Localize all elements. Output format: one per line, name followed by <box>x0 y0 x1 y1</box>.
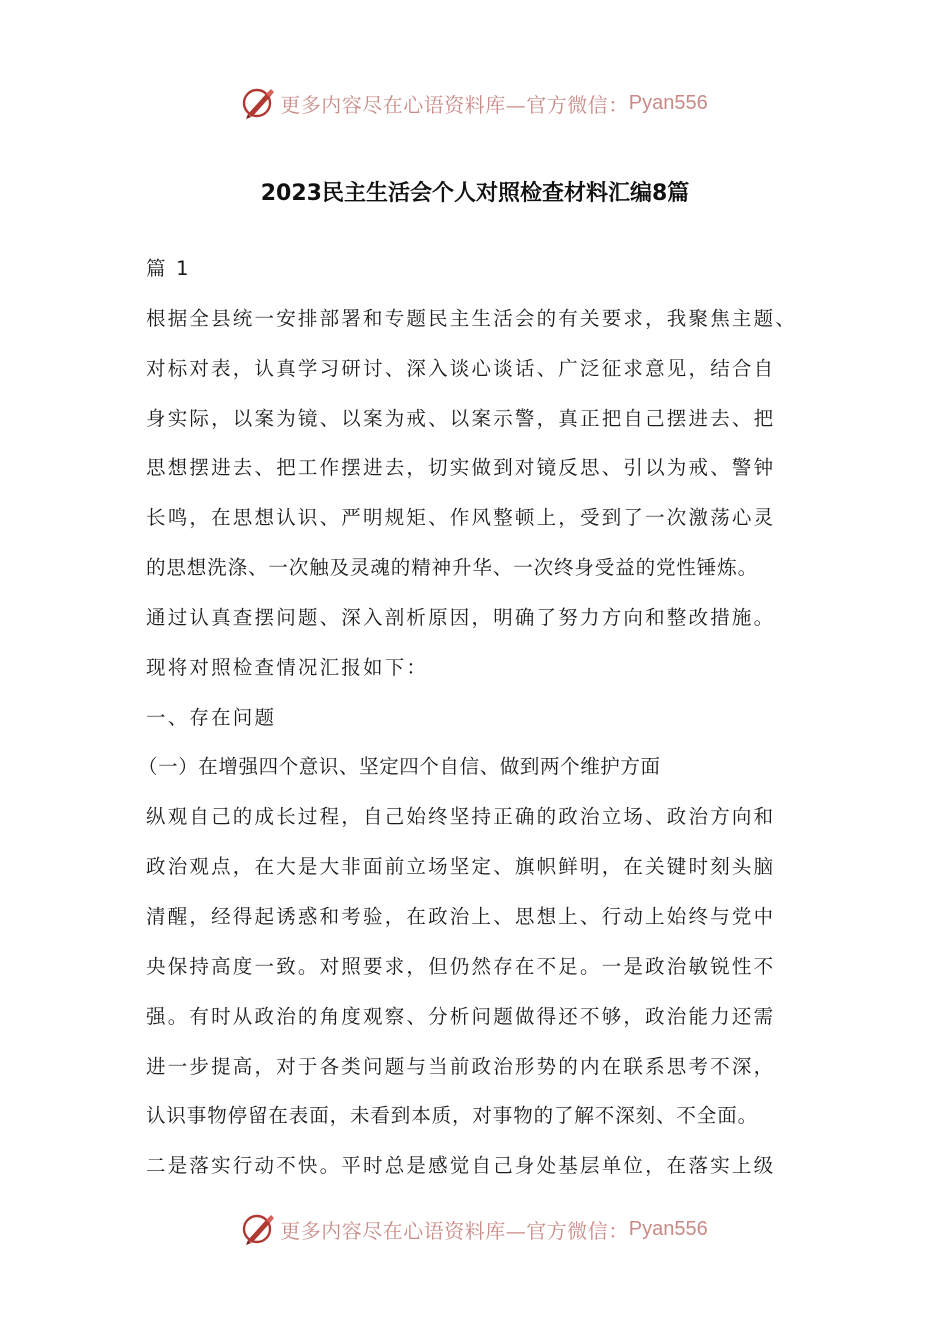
document-body <box>138 244 826 1191</box>
section-heading: 一、存在问题 <box>146 705 277 729</box>
section-label: 篇 1 <box>146 257 191 280</box>
body-line: 身实际，以案为镜、以案为戒、以案示警，真正把自己摆进去、把 <box>146 406 776 430</box>
body-line: 进一步提高，对于各类问题与当前政治形势的内在联系思考不深， <box>146 1054 776 1078</box>
banner-wechat-id: Pyan556 <box>628 91 708 114</box>
body-line: 思想摆进去、把工作摆进去，切实做到对镜反思、引以为戒、警钟 <box>146 456 776 480</box>
body-line: 清醒，经得起诱惑和考验，在政治上、思想上、行动上始终与党中 <box>146 904 776 928</box>
body-line: 央保持高度一致。对照要求，但仍然存在不足。一是政治敏锐性不 <box>146 954 776 978</box>
body-line: 长鸣，在思想认识、严明规矩、作风整顿上，受到了一次激荡心灵 <box>146 506 776 530</box>
pen-logo-icon <box>242 1212 276 1246</box>
body-line: 对标对表，认真学习研讨、深入谈心谈话、广泛征求意见，结合自 <box>146 356 776 380</box>
header-banner <box>0 83 950 123</box>
body-line: 的思想洗涤、一次触及灵魂的精神升华、一次终身受益的党性锤炼。 <box>146 556 759 580</box>
footer-banner <box>0 1209 950 1249</box>
banner-text: 更多内容尽在心语资料库—官方微信： <box>280 92 629 117</box>
body-line: 强。有时从政治的角度观察、分析问题做得还不够，政治能力还需 <box>146 1004 776 1028</box>
body-line: 通过认真查摆问题、深入剖析原因，明确了努力方向和整改措施。 <box>146 605 776 629</box>
body-line: 认识事物停留在表面，未看到本质，对事物的了解不深刻、不全面。 <box>146 1104 759 1128</box>
body-line: 政治观点，在大是大非面前立场坚定、旗帜鲜明，在关键时刻头脑 <box>146 855 776 879</box>
body-line: 根据全县统一安排部署和专题民主生活会的有关要求，我聚焦主题、 <box>146 306 798 330</box>
body-line: 现将对照检查情况汇报如下： <box>146 655 429 679</box>
body-line: 纵观自己的成长过程，自己始终坚持正确的政治立场、政治方向和 <box>146 805 776 829</box>
body-line: 二是落实行动不快。平时总是感觉自己身处基层单位，在落实上级 <box>146 1154 776 1178</box>
pen-logo-icon <box>242 86 276 120</box>
banner-wechat-id: Pyan556 <box>628 1217 708 1240</box>
subsection-heading: （一）在增强四个意识、坚定四个自信、做到两个维护方面 <box>138 755 661 779</box>
document-title: 2023民主生活会个人对照检查材料汇编8篇 <box>260 181 690 206</box>
banner-text: 更多内容尽在心语资料库—官方微信： <box>280 1218 629 1243</box>
